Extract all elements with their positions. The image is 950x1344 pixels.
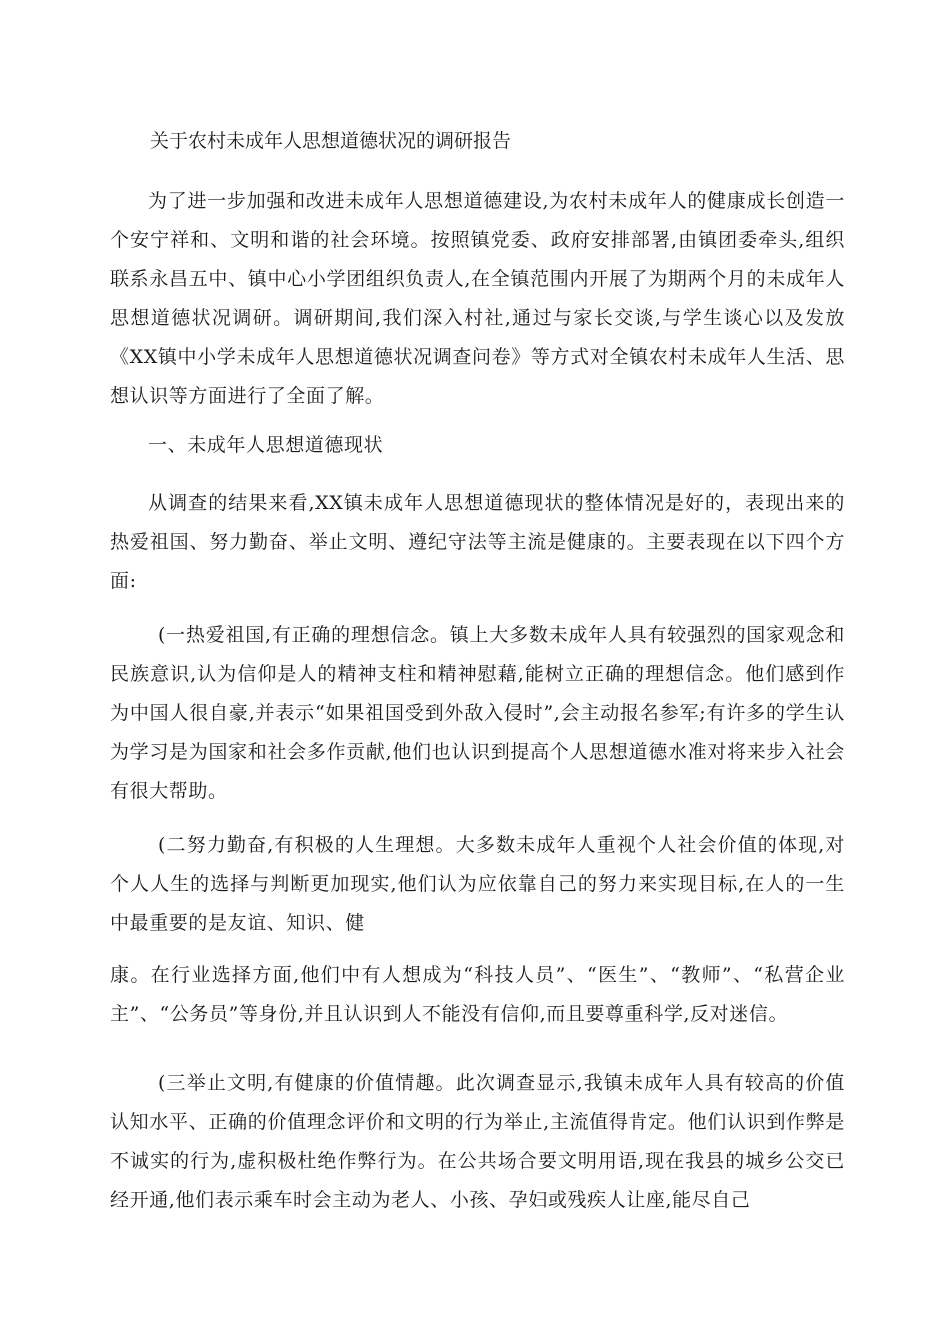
point-three-paragraph: (三举止文明,有健康的价值情趣。此次调查显示,我镇未成年人具有较高的价值认知水平、正确的价值理念评价和文明的行为举止,主流值得肯定。他们认识到作弊是不诚实的行为,虚积极杜绝作弊行为。在公共场合要文明用语,现在我县的城乡公交已经开通,他们表示乘车时会主动为老人、小孩、孕妇或残疾人让座,能尽自己 — [110, 1072, 845, 1211]
point-one-paragraph: (一热爱祖国,有正确的理想信念。镇上大多数未成年人具有较强烈的国家观念和民族意识,认为信仰是人的精神支柱和精神慰藉,能树立正确的理想信念。他们感到作为中国人很自豪,并表示“如果祖国受到外敌入侵时”,会主动报名参军;有许多的学生认为学习是为国家和社会多作贡献,他们也认识到提高个人思想道德水准对将来步入社会有很大帮助。 — [110, 624, 845, 802]
intro-paragraph: 为了进一步加强和改进未成年人思想道德建设,为农村未成年人的健康成长创造一个安宁祥和、文明和谐的社会环境。按照镇党委、政府安排部署,由镇团委牵头,组织联系永昌五中、镇中心小学团组织负责人,在全镇范围内开展了为期两个月的未成年人思想道德状况调研。调研期间,我们深入村社,通过与家长交谈,与学生谈心以及发放《XX镇中小学未成年人思想道德状况调查问卷》等方式对全镇农村未成年人生活、思想认识等方面进行了全面了解。 — [110, 190, 845, 407]
overview-paragraph: 从调查的结果来看,XX镇未成年人思想道德现状的整体情况是好的，表现出来的热爱祖国、努力勤奋、举止文明、遵纪守法等主流是健康的。主要表现在以下四个方面: — [110, 492, 845, 592]
point-two-paragraph: (二努力勤奋,有积极的人生理想。大多数未成年人重视个人社会价值的体现,对个人人生的选择与判断更加现实,他们认为应依靠自己的努力来实现目标,在人的一生中最重要的是友谊、知识、健 — [110, 834, 845, 934]
section-heading: 一、未成年人思想道德现状 — [148, 434, 384, 456]
point-two-continued-paragraph: 康。在行业选择方面,他们中有人想成为“科技人员”、“医生”、“教师”、“私营企业主”、“公务员”等身份,并且认识到人不能没有信仰,而且要尊重科学,反对迷信。 — [110, 964, 845, 1025]
document-title: 关于农村未成年人思想道德状况的调研报告 — [150, 130, 512, 152]
